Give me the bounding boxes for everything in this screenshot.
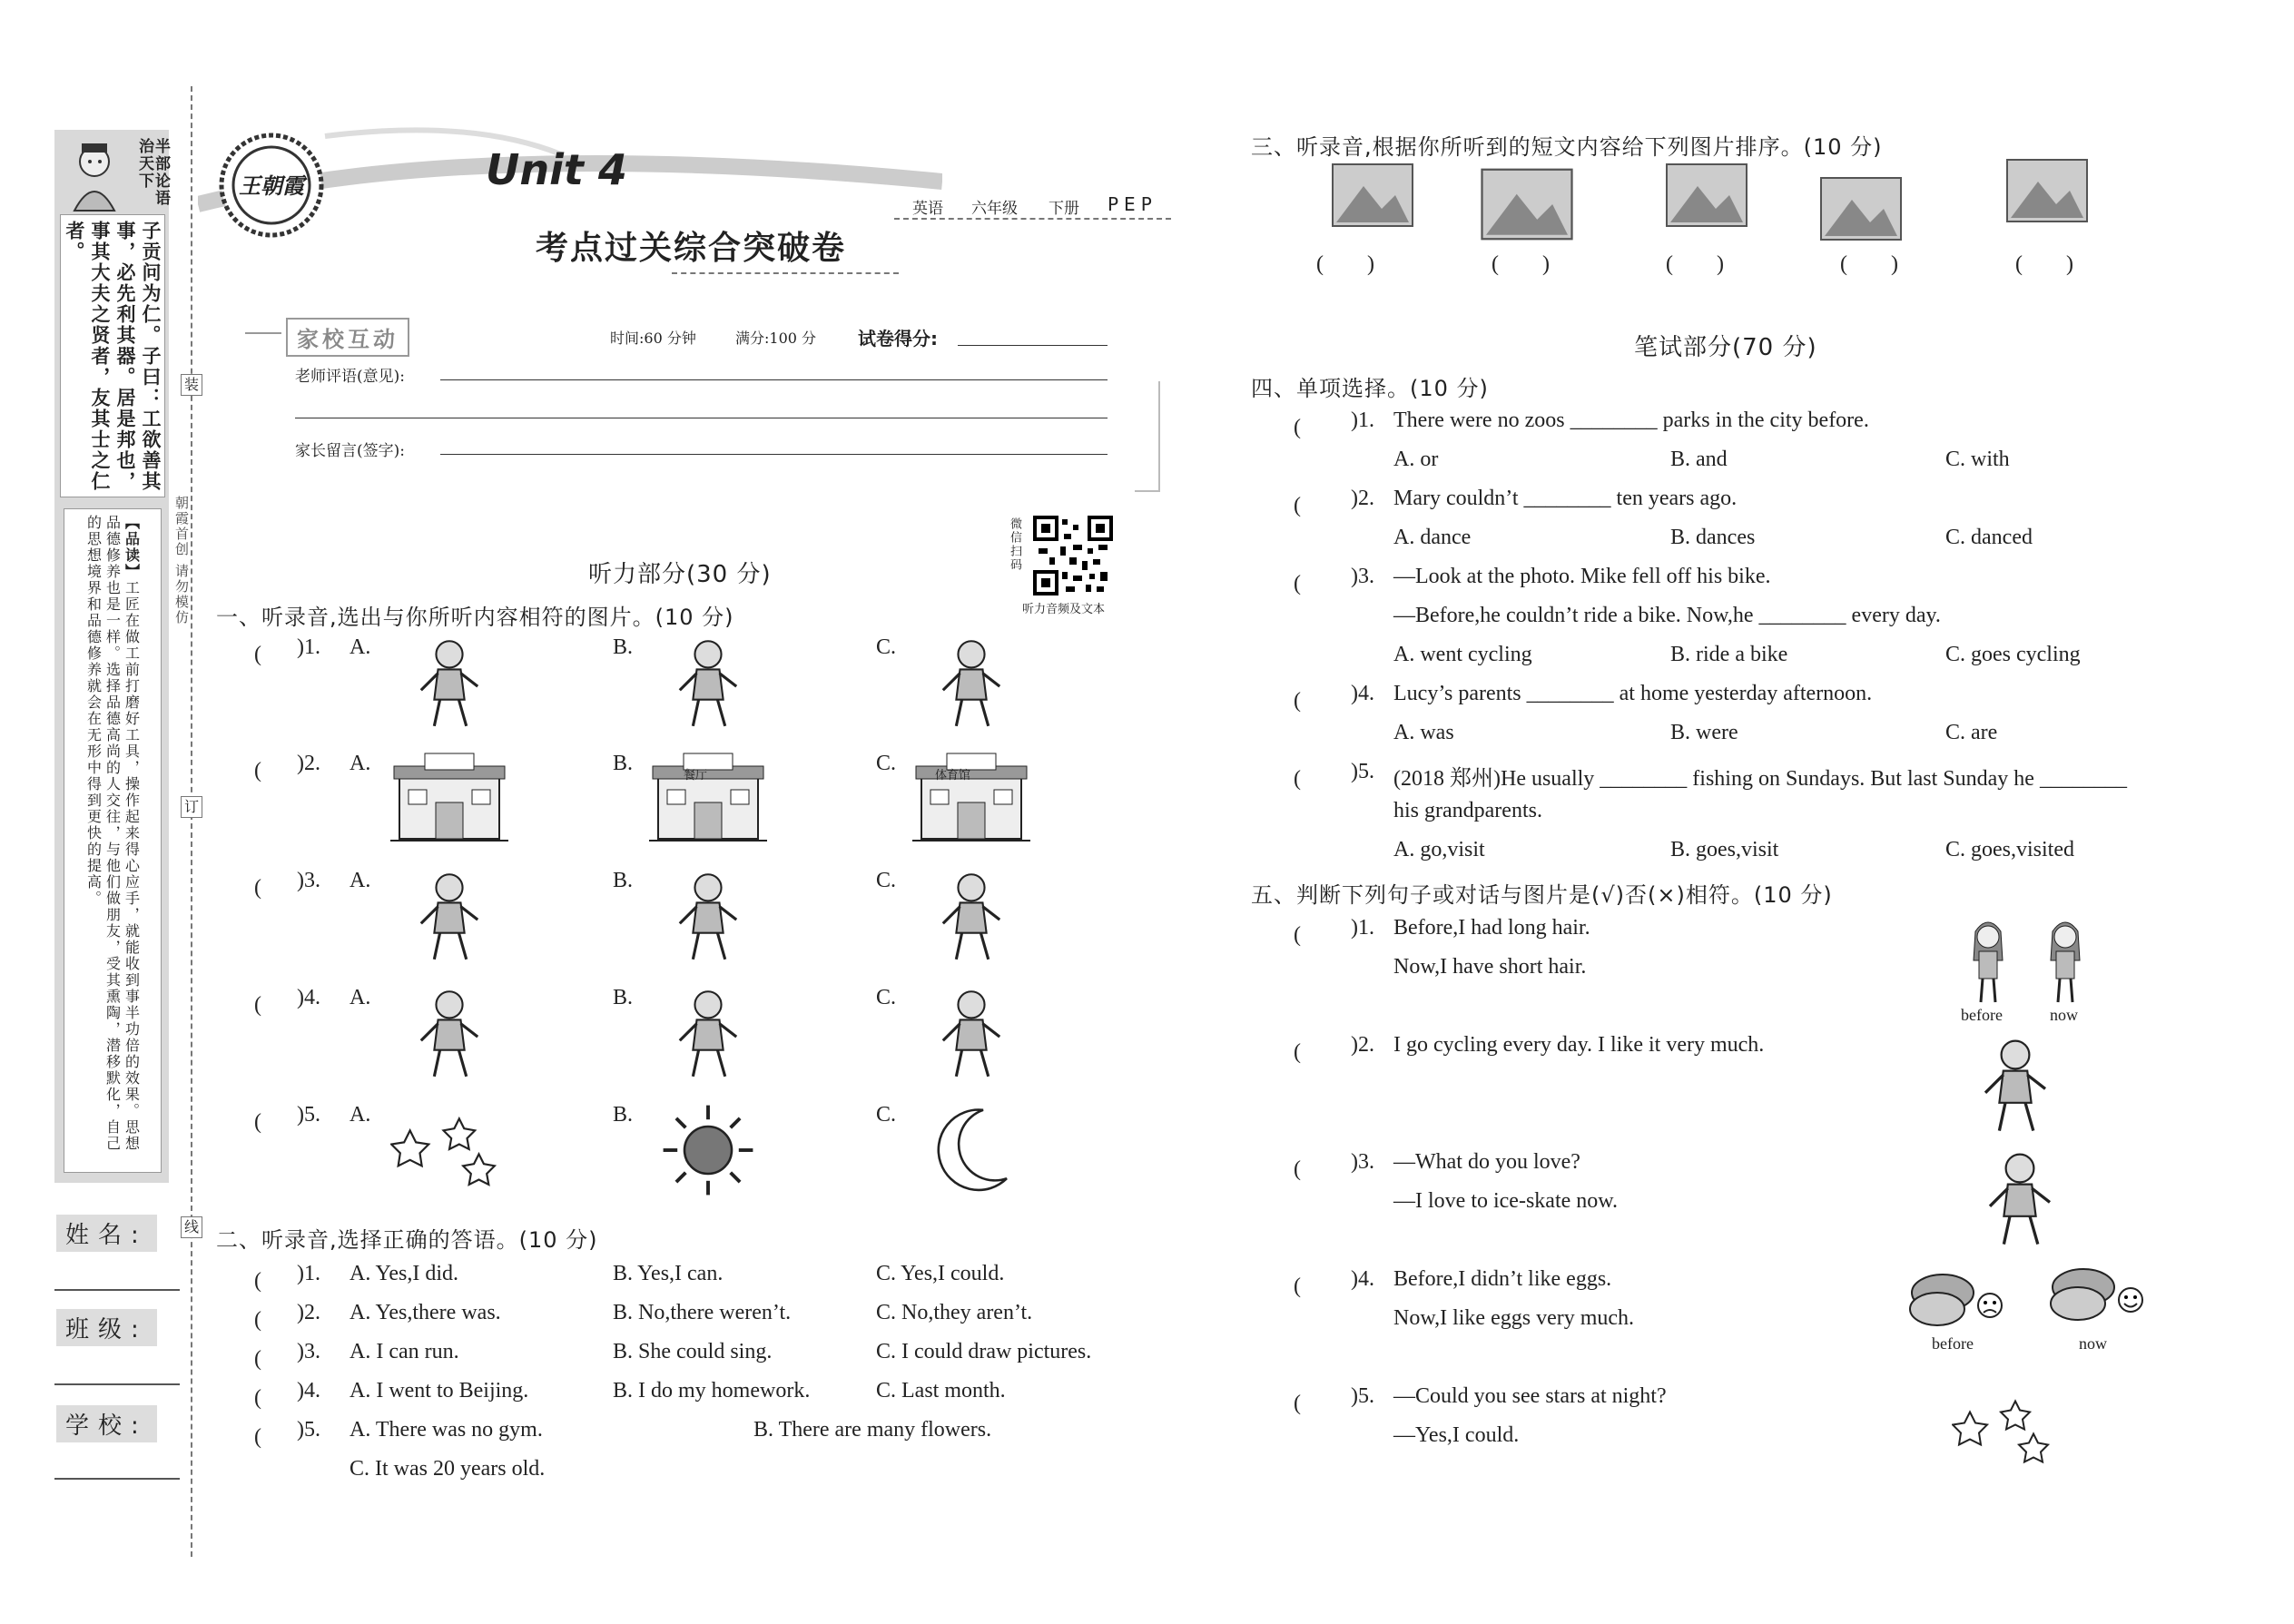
vertical-note: 朝霞首创 请勿模仿	[173, 496, 190, 625]
qr-code[interactable]	[1033, 516, 1113, 595]
part4-answer-5[interactable]: (	[1294, 767, 1344, 791]
part5-line2-1: Now,I have short hair.	[1393, 955, 1587, 979]
part4-option-a-2: A. dance	[1393, 526, 1472, 549]
part1-option-label-3-2: C.	[876, 869, 897, 892]
part4-title: 四、单项选择。(10 分)	[1251, 376, 1489, 401]
part5-now-label-1: now	[2050, 1006, 2078, 1024]
home-school-line	[245, 332, 281, 334]
part4-num-4: )4.	[1351, 682, 1374, 705]
parent-message-field[interactable]	[440, 454, 1108, 455]
part1-num-1: )1.	[297, 635, 320, 659]
exam-time: 时间:60 分钟	[610, 330, 696, 347]
part5-picture-boy-running[interactable]	[1974, 1035, 2056, 1135]
part1-option-label-2-2: C.	[876, 752, 897, 775]
part1-picture-stars[interactable]	[390, 1103, 508, 1197]
part2-answer-2[interactable]: (	[254, 1308, 305, 1332]
unit-title: Unit 4	[486, 145, 627, 194]
paper-title: 考点过关综合突破卷	[536, 229, 847, 267]
tag-volume: 下册	[1049, 200, 1079, 218]
part2-option-b-5: B. There are many flowers.	[753, 1418, 992, 1442]
part2-num-3: )3.	[297, 1340, 320, 1363]
part2-num-2: )2.	[297, 1301, 320, 1324]
part1-option-label-2-0: A.	[350, 752, 371, 775]
pinread-text: 工匠在做工前打磨好工具，操作起来得心应手，就能收到事半功倍的效果。思想品德修养也是一样。选择品德高尚的人交往，与他们做朋友，受其熏陶，潜移默化，自己的思想境界和品德修养就会在无形中得到更快的提高。	[84, 515, 141, 1152]
teacher-comment-label: 老师评语(意见):	[295, 368, 405, 386]
part4-option-a-5: A. go,visit	[1393, 838, 1485, 861]
part4-answer-3[interactable]: (	[1294, 572, 1344, 595]
part1-picture-girl-cycling[interactable]	[649, 869, 767, 963]
part2-option-b-4: B. I do my homework.	[613, 1379, 811, 1403]
part4-question-3: —Look at the photo. Mike fell off his bike.	[1393, 565, 1771, 588]
score-field[interactable]	[958, 345, 1108, 346]
part2-num-5: )5.	[297, 1418, 320, 1442]
part5-answer-2[interactable]: (	[1294, 1040, 1344, 1064]
brand-name: 王朝霞	[239, 172, 304, 199]
class-field[interactable]	[54, 1383, 180, 1385]
part1-option-label-3-0: A.	[350, 869, 371, 892]
part5-line1-4: Before,I didn’t like eggs.	[1393, 1267, 1612, 1291]
part1-option-label-5-0: A.	[350, 1103, 371, 1127]
part1-answer-4[interactable]: (	[254, 993, 305, 1017]
part4-question-line2-3: —Before,he couldn’t ride a bike. Now,he ________ every day.	[1393, 604, 1941, 627]
part4-question-line2-5: his grandparents.	[1393, 799, 1542, 822]
part3-answer-4[interactable]: ( )	[1840, 252, 1898, 276]
part4-option-b-4: B. were	[1670, 721, 1738, 744]
part3-answer-3[interactable]: ( )	[1666, 252, 1724, 276]
score-label: 试卷得分:	[858, 328, 938, 349]
qr-caption: 听力音频及文本	[1022, 603, 1106, 616]
part1-option-label-4-2: C.	[876, 986, 897, 1009]
part2-option-a-3: A. I can run.	[350, 1340, 459, 1363]
part2-option-a-2: A. Yes,there was.	[350, 1301, 501, 1324]
part1-option-label-1-2: C.	[876, 635, 897, 659]
fold-char-2: 订	[181, 796, 202, 818]
part1-option-label-1-1: B.	[613, 635, 634, 659]
part5-line1-3: —What do you love?	[1393, 1150, 1580, 1174]
part1-num-4: )4.	[297, 986, 320, 1009]
part5-line1-1: Before,I had long hair.	[1393, 916, 1590, 940]
part4-answer-4[interactable]: (	[1294, 689, 1344, 713]
part4-num-1: )1.	[1351, 408, 1374, 432]
title-dash-line	[672, 272, 899, 274]
part5-num-3: )3.	[1351, 1150, 1374, 1174]
part4-num-3: )3.	[1351, 565, 1374, 588]
part1-answer-3[interactable]: (	[254, 876, 305, 900]
part1-picture-boy-basketball[interactable]	[912, 986, 1030, 1080]
part5-answer-3[interactable]: (	[1294, 1157, 1344, 1181]
part1-answer-5[interactable]: (	[254, 1110, 305, 1134]
part5-picture-eggs-sad[interactable]	[1906, 1269, 2006, 1333]
part5-picture-before-hair[interactable]	[1961, 915, 2015, 1006]
part5-picture-now-hair[interactable]	[2038, 915, 2092, 1006]
part1-picture-moon[interactable]	[912, 1103, 1030, 1197]
name-field[interactable]	[54, 1289, 180, 1291]
part2-option-c-2: C. No,they aren’t.	[876, 1301, 1033, 1324]
part5-before-label-2: before	[1932, 1334, 1974, 1353]
fold-char-1: 装	[181, 374, 202, 396]
part1-option-label-5-2: C.	[876, 1103, 897, 1127]
part4-answer-2[interactable]: (	[1294, 494, 1344, 517]
part2-answer-5[interactable]: (	[254, 1425, 305, 1449]
part2-option-a-1: A. Yes,I did.	[350, 1262, 459, 1285]
part5-picture-boy-skating[interactable]	[1979, 1148, 2061, 1248]
part5-line2-5: —Yes,I could.	[1393, 1423, 1520, 1447]
part1-picture-girl-dancing[interactable]	[390, 869, 508, 963]
part5-title: 五、判断下列句子或对话与图片是(√)否(×)相符。(10 分)	[1251, 882, 1833, 908]
school-field[interactable]	[54, 1478, 180, 1480]
tag-grade: 六年级	[971, 200, 1018, 218]
teacher-comment-field[interactable]	[440, 379, 1108, 380]
part2-option-a-4: A. I went to Beijing.	[350, 1379, 529, 1403]
part3-picture-5[interactable]	[2002, 150, 2092, 231]
part1-num-5: )5.	[297, 1103, 320, 1127]
part4-num-2: )2.	[1351, 487, 1374, 510]
series-title: 半部论语治天下	[135, 138, 170, 207]
part1-picture-restaurant-building[interactable]	[390, 752, 508, 846]
part5-picture-eggs-happy[interactable]	[2047, 1264, 2147, 1327]
part3-picture-3[interactable]	[1661, 154, 1752, 236]
part4-answer-1[interactable]: (	[1294, 416, 1344, 439]
part5-line1-5: —Could you see stars at night?	[1393, 1384, 1667, 1408]
part5-picture-stars[interactable]	[1952, 1387, 2061, 1473]
part5-num-5: )5.	[1351, 1384, 1374, 1408]
part3-title: 三、听录音,根据你所听到的短文内容给下列图片排序。(10 分)	[1251, 134, 1883, 160]
part2-answer-3[interactable]: (	[254, 1347, 305, 1371]
scholar-figure	[58, 136, 140, 212]
part2-option-c-1: C. Yes,I could.	[876, 1262, 1005, 1285]
part1-picture-man-running-hurdles[interactable]	[649, 986, 767, 1080]
part4-option-b-1: B. and	[1670, 448, 1728, 471]
part1-answer-1[interactable]: (	[254, 643, 305, 666]
class-label: 班级:	[56, 1309, 157, 1346]
part2-option-b-2: B. No,there weren’t.	[613, 1301, 792, 1324]
part2-option-c-5: C. It was 20 years old.	[350, 1457, 546, 1481]
part1-option-label-5-1: B.	[613, 1103, 634, 1127]
part1-num-2: )2.	[297, 752, 320, 775]
written-heading: 笔试部分(70 分)	[1634, 334, 1817, 361]
restaurant-sign: 餐厅	[684, 769, 708, 782]
part4-option-c-2: C. danced	[1945, 526, 2033, 549]
tag-subject: 英语	[912, 200, 943, 218]
part1-option-label-4-0: A.	[350, 986, 371, 1009]
part5-num-2: )2.	[1351, 1033, 1374, 1057]
pinread-tag: 【品读】	[123, 515, 141, 580]
part4-option-c-4: C. are	[1945, 721, 1998, 744]
tag-edition: PEP	[1108, 193, 1157, 215]
part4-option-b-3: B. ride a bike	[1670, 643, 1788, 666]
part1-option-label-3-1: B.	[613, 869, 634, 892]
part1-picture-boy-football[interactable]	[390, 986, 508, 1080]
pinread-box	[64, 508, 162, 1173]
part1-option-label-2-1: B.	[613, 752, 634, 775]
part1-title: 一、听录音,选出与你所听内容相符的图片。(10 分)	[216, 605, 734, 630]
part1-picture-canteen-building[interactable]	[649, 752, 767, 846]
part3-picture-2[interactable]	[1463, 163, 1590, 245]
part4-option-b-5: B. goes,visit	[1670, 838, 1779, 861]
part4-option-a-3: A. went cycling	[1393, 643, 1532, 666]
part3-answer-5[interactable]: ( )	[2015, 252, 2073, 276]
part5-answer-5[interactable]: (	[1294, 1392, 1344, 1415]
part4-question-1: There were no zoos ________ parks in the city before.	[1393, 408, 1869, 432]
part5-line1-2: I go cycling every day. I like it very much.	[1393, 1033, 1765, 1057]
part1-picture-gym-building[interactable]	[912, 752, 1030, 846]
part2-option-b-3: B. She could sing.	[613, 1340, 773, 1363]
part1-option-label-1-0: A.	[350, 635, 371, 659]
part4-question-2: Mary couldn’t ________ ten years ago.	[1393, 487, 1738, 510]
part2-answer-4[interactable]: (	[254, 1386, 305, 1410]
listening-heading: 听力部分(30 分)	[588, 561, 772, 588]
part3-picture-4[interactable]	[1816, 168, 1906, 250]
binding-fold-line	[191, 86, 192, 1557]
part3-answer-2[interactable]: ( )	[1492, 252, 1550, 276]
part3-picture-1[interactable]	[1327, 154, 1418, 236]
part5-line2-3: —I love to ice-skate now.	[1393, 1189, 1619, 1213]
part2-title: 二、听录音,选择正确的答语。(10 分)	[216, 1227, 598, 1253]
qr-label: 微信扫码	[1008, 517, 1021, 572]
part1-picture-girl-jumping-rope[interactable]	[390, 635, 508, 730]
home-school-label: 家校互动	[286, 318, 409, 357]
part1-option-label-4-1: B.	[613, 986, 634, 1009]
quote-text: 子贡问为仁。子曰：工欲善其事，必先利其器。居是邦也，事其大夫之贤者，友其士之仁者。	[64, 221, 162, 492]
part4-option-c-1: C. with	[1945, 448, 2010, 471]
part4-option-b-2: B. dances	[1670, 526, 1756, 549]
gym-sign: 体育馆	[935, 769, 971, 782]
part4-question-5: (2018 郑州)He usually ________ fishing on Sundays. But last Sunday he ________	[1393, 767, 2127, 791]
part4-num-5: )5.	[1351, 760, 1374, 783]
part2-option-a-5: A. There was no gym.	[350, 1418, 543, 1442]
part1-answer-2[interactable]: (	[254, 759, 305, 782]
part1-picture-sun[interactable]	[649, 1103, 767, 1197]
part5-num-4: )4.	[1351, 1267, 1374, 1291]
parent-message-label: 家长留言(签字):	[295, 442, 405, 460]
name-label: 姓名:	[56, 1215, 157, 1252]
part1-num-3: )3.	[297, 869, 320, 892]
part5-line2-4: Now,I like eggs very much.	[1393, 1306, 1635, 1330]
school-label: 学校:	[56, 1405, 157, 1442]
part4-option-a-4: A. was	[1393, 721, 1454, 744]
part5-answer-4[interactable]: (	[1294, 1275, 1344, 1298]
pinread-block	[84, 515, 142, 1164]
part5-before-label-1: before	[1961, 1006, 2003, 1024]
fold-char-3: 线	[181, 1216, 202, 1238]
part1-picture-two-people-ping-pong[interactable]	[649, 635, 767, 730]
part1-picture-boy-badminton[interactable]	[912, 635, 1030, 730]
part5-answer-1[interactable]: (	[1294, 923, 1344, 947]
part4-option-c-3: C. goes cycling	[1945, 643, 2081, 666]
part4-option-c-5: C. goes,visited	[1945, 838, 2074, 861]
part2-answer-1[interactable]: (	[254, 1269, 305, 1293]
frame-line	[1135, 381, 1160, 492]
part5-now-label-2: now	[2079, 1334, 2107, 1353]
part2-num-1: )1.	[297, 1262, 320, 1285]
quote-box	[60, 214, 165, 497]
part3-answer-1[interactable]: ( )	[1316, 252, 1374, 276]
part1-picture-girl-with-flowers[interactable]	[912, 869, 1030, 963]
part4-question-4: Lucy’s parents ________ at home yesterday afternoon.	[1393, 682, 1873, 705]
part2-num-4: )4.	[297, 1379, 320, 1403]
part2-option-c-4: C. Last month.	[876, 1379, 1006, 1403]
part2-option-c-3: C. I could draw pictures.	[876, 1340, 1092, 1363]
full-score: 满分:100 分	[735, 330, 817, 347]
part5-num-1: )1.	[1351, 916, 1374, 940]
part4-option-a-1: A. or	[1393, 448, 1439, 471]
part2-option-b-1: B. Yes,I can.	[613, 1262, 724, 1285]
